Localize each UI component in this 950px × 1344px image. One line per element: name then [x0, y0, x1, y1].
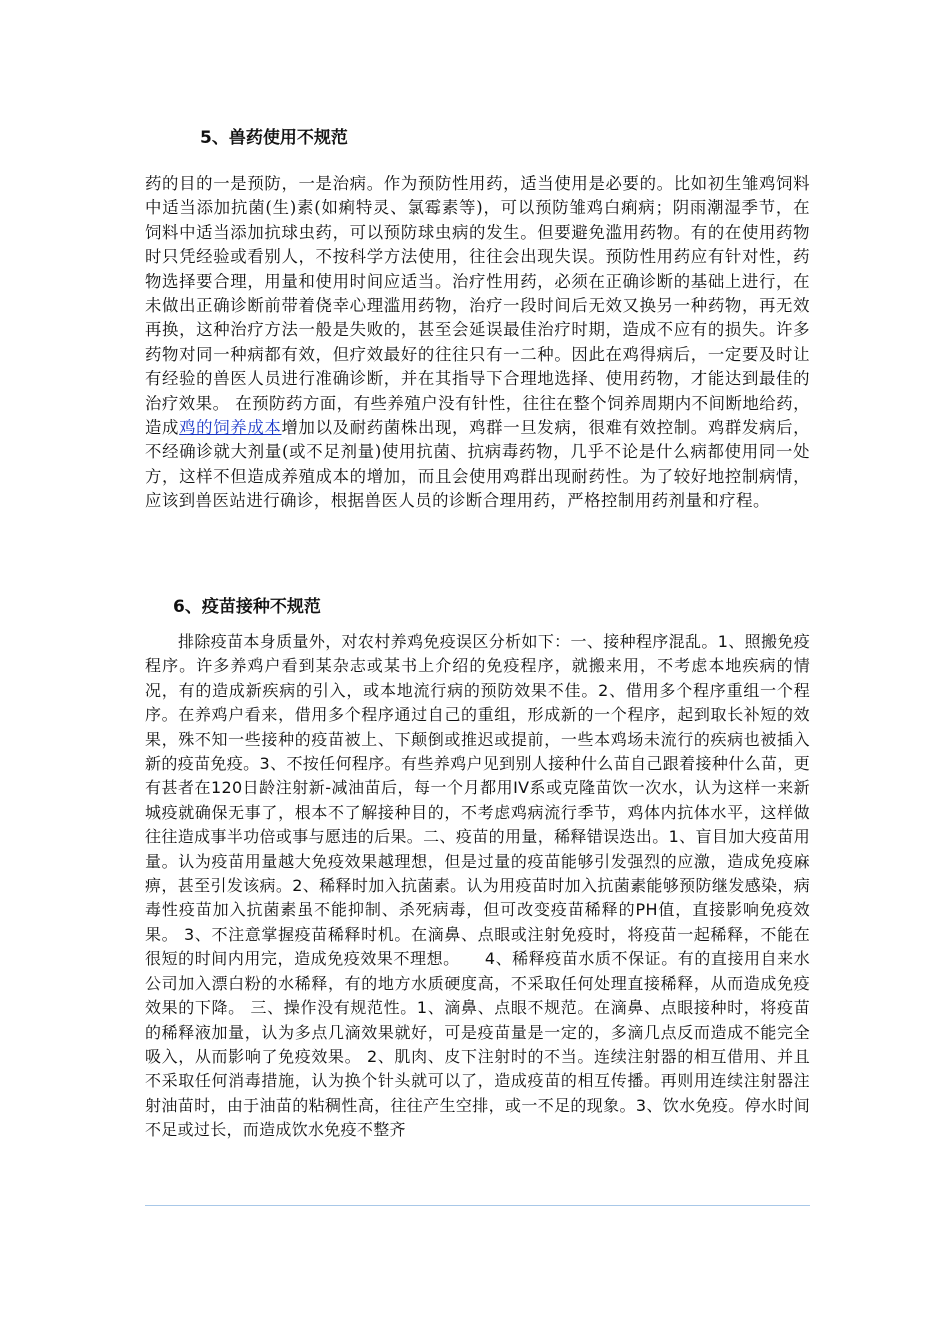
section-5-heading: 5、兽药使用不规范: [200, 128, 348, 148]
section-5-text-after-link: 增加以及耐药菌株出现，鸡群一旦发病，很难有效控制。鸡群发病后，不经确诊就大剂量(或不足剂量)使用抗菌、抗病毒药物，几乎不论是什么病都使用同一处方，这样不但造成养殖成本的增加，而且会使用鸡群出现耐药性。为了较好地控制病情，应该到兽医站进行确诊，根据兽医人员的诊断合理用药，严格控制用药剂量和疗程。: [145, 418, 811, 511]
feeding-cost-link[interactable]: 鸡的饲养成本: [179, 418, 282, 438]
section-5-text-before-link: 药的目的一是预防，一是治病。作为预防性用药，适当使用是必要的。比如初生雏鸡饲料中适当添加抗菌(生)素(如痢特灵、氯霉素等)，可以预防雏鸡白痢病；阴雨潮湿季节，在饲料中适当添加抗球虫药，可以预防球虫病的发生。但要避免滥用药物。有的在使用药物时只凭经验或看别人，不按科学方法使用，往往会出现失误。预防性用药应有针对性，药物选择要合理，用量和使用时间应适当。治疗性用药，必须在正确诊断的基础上进行，在未做出正确诊断前带着侥幸心理滥用药物，治疗一段时间后无效又换另一种药物，再无效再换，这种治疗方法一般是失败的，甚至会延误最佳治疗时期，造成不应有的损失。许多药物对同一种病都有效，但疗效最好的往往只有一二种。因此在鸡得病后，一定要及时让有经验的兽医人员进行准确诊断，并在其指导下合理地选择、使用药物，才能达到最佳的治疗效果。 在预防药方面，有些养殖户没有针性，往往在整个饲养周期内不间断地给药，造成: [145, 174, 810, 438]
document-page: [145, 0, 810, 1344]
section-5-paragraph: [145, 172, 810, 514]
section-6-heading: 6、疫苗接种不规范: [173, 597, 321, 617]
bottom-divider: [145, 1205, 810, 1206]
section-6-paragraph: 排除疫苗本身质量外，对农村养鸡免疫误区分析如下：一、接种程序混乱。1、照搬免疫程序。许多养鸡户看到某杂志或某书上介绍的免疫程序，就搬来用，不考虑本地疾病的情况，有的造成新疾病的引入，或本地流行病的预防效果不佳。2、借用多个程序重组一个程序。在养鸡户看来，借用多个程序通过自己的重组，形成新的一个程序，起到取长补短的效果，殊不知一些接种的疫苗被上、下颠倒或推迟或提前，一些本鸡场未流行的疾病也被插入新的疫苗免疫。3、不按任何程序。有些养鸡户见到别人接种什么苗自己跟着接种什么苗，更有甚者在120日龄注射新-减油苗后，每一个月都用IV系或克隆苗饮一次水，认为这样一来新城疫就确保无事了，根本不了解接种目的，不考虑鸡病流行季节，鸡体内抗体水平，这样做往往造成事半功倍或事与愿违的后果。二、疫苗的用量，稀释错误迭出。1、盲目加大疫苗用量。认为疫苗用量越大免疫效果越理想，但是过量的疫苗能够引发强烈的应激，造成免疫麻痹，甚至引发该病。2、稀释时加入抗菌素。认为用疫苗时加入抗菌素能够预防继发感染，病毒性疫苗加入抗菌素虽不能抑制、杀死病毒，但可改变疫苗稀释的PH值，直接影响免疫效果。 3、不注意掌握疫苗稀释时机。在滴鼻、点眼或注射免疫时，将疫苗一起稀释，不能在很短的时间内用完，造成免疫效果不理想。 4、稀释疫苗水质不保证。有的直接用自来水公司加入漂白粉的水稀释，有的地方水质硬度高，不采取任何处理直接稀释，从而造成免疫效果的下降。 三、操作没有规范性。1、滴鼻、点眼不规范。在滴鼻、点眼接种时，将疫苗的稀释液加量，认为多点几滴效果就好，可是疫苗量是一定的，多滴几点反而造成不能完全吸入，从而影响了免疫效果。 2、肌肉、皮下注射时的不当。连续注射器的相互借用、并且不采取任何消毒措施，认为换个针头就可以了，造成疫苗的相互传播。再则用连续注射器注射油苗时，由于油苗的粘稠性高，往往产生空排，或一不足的现象。3、饮水免疫。停水时间不足或过长，而造成饮水免疫不整齐: [145, 632, 810, 1140]
